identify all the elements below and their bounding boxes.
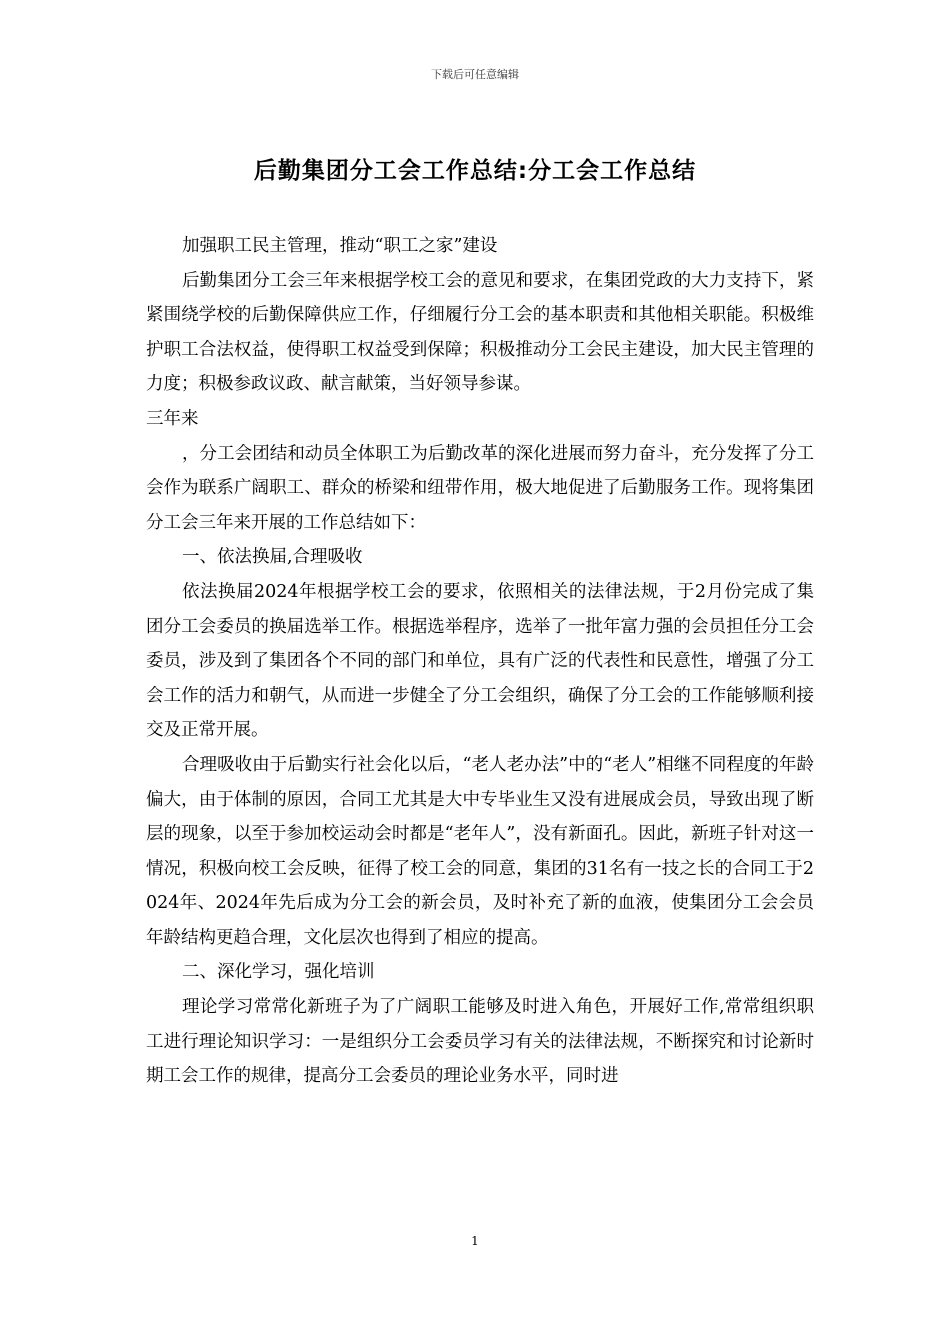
paragraph-3: 三年来 [146,408,199,429]
section-heading-1: 一、依法换届,合理吸收 [182,547,363,568]
page-header: 下载后可任意编辑 [431,68,519,81]
paragraph-7: 理论学习常常化新班子为了广阔职工能够及时进入角色，开展好工作,常常组织职工进行理论知识学习：一是组织分工会委员学习有关的法律法规，不断探究和讨论新时期工会工作的规律，提高分工会委员的理论业务水平，同时进 [146,997,814,1087]
document-title: 后勤集团分工会工作总结:分工会工作总结 [253,158,697,184]
paragraph-2: 后勤集团分工会三年来根据学校工会的意见和要求，在集团党政的大力支持下，紧紧围绕学校的后勤保障供应工作，仔细履行分工会的基本职责和其他相关职能。积极维护职工合法权益，使得职工权益受到保障；积极推动分工会民主建设，加大民主管理的力度；积极参政议政、献言献策，当好领导参谋。 [146,270,814,395]
paragraph-5: 依法换届2024年根据学校工会的要求，依照相关的法律法规，于2月份完成了集团分工会委员的换届选举工作。根据选举程序，选举了一批年富力强的会员担任分工会委员，涉及到了集团各个不同的部门和单位，具有广泛的代表性和民意性，增强了分工会工作的活力和朝气，从而进一步健全了分工会组织，确保了分工会的工作能够顺利接交及正常开展。 [146,581,814,741]
paragraph-6: 合理吸收由于后勤实行社会化以后，“老人老办法”中的“老人”相继不同程度的年龄偏大，由于体制的原因，合同工尤其是大中专毕业生又没有进展成会员，导致出现了断层的现象，以至于参加校运动会时都是“老年人”，没有新面孔。因此，新班子针对这一情况，积极向校工会反映，征得了校工会的同意，集团的31名有一技之长的合同工于2024年、2024年先后成为分工会的新会员，及时补充了新的血液，使集团分工会会员年龄结构更趋合理，文化层次也得到了相应的提高。 [146,754,814,948]
page-number: 1 [471,1234,479,1248]
document-body [146,229,814,1094]
section-heading-2: 二、深化学习，强化培训 [182,962,375,983]
paragraph-1: 加强职工民主管理，推动“职工之家”建设 [182,236,498,256]
paragraph-4: ，分工会团结和动员全体职工为后勤改革的深化进展而努力奋斗，充分发挥了分工会作为联系广阔职工、群众的桥梁和纽带作用，极大地促进了后勤服务工作。现将集团分工会三年来开展的工作总结如下： [146,443,814,533]
